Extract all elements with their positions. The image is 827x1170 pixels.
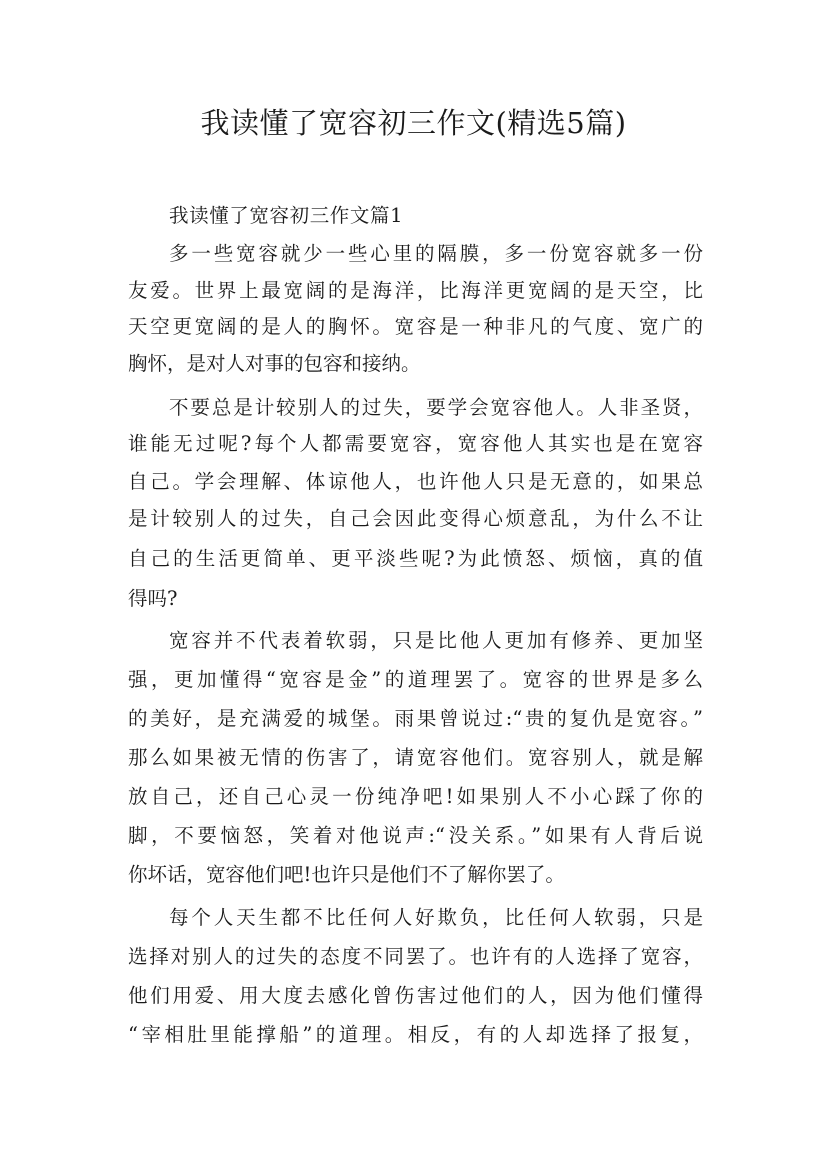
text-line: 得吗? — [128, 587, 178, 610]
text-line: 友爱。世界上最宽阔的是海洋，比海洋更宽阔的是天空，比 — [128, 279, 703, 302]
text-line: 自己。学会理解、体谅他人，也许他人只是无意的，如果总 — [128, 470, 703, 493]
text-line: 选择对别人的过失的态度不同罢了。也许有的人选择了宽容， — [128, 945, 703, 968]
text-line: 每个人天生都不比任何人好欺负，比任何人软弱，只是 — [169, 906, 703, 929]
text-line: 他们用爱、用大度去感化曾伤害过他们的人，因为他们懂得 — [128, 984, 703, 1007]
text-line: 那么如果被无情的伤害了，请宽容他们。宽容别人，就是解 — [128, 746, 703, 769]
text-line: 自己的生活更简单、更平淡些呢?为此愤怒、烦恼，真的值 — [128, 547, 703, 570]
text-line: 是计较别人的过失，自己会因此变得心烦意乱，为什么不让 — [128, 507, 703, 530]
text-line: 强，更加懂得“宽容是金”的道理罢了。宽容的世界是多么 — [128, 668, 703, 691]
document-title: 我读懂了宽容初三作文(精选5篇) — [200, 106, 627, 140]
text-line: “宰相肚里能撑船”的道理。相反，有的人却选择了报复， — [128, 1023, 703, 1046]
text-line: 脚，不要恼怒，笑着对他说声:“没关系。”如果有人背后说 — [128, 824, 703, 847]
text-line: 不要总是计较别人的过失，要学会宽容他人。人非圣贤， — [169, 396, 703, 419]
text-line: 的美好，是充满爱的城堡。雨果曾说过:“贵的复仇是宽容。” — [128, 707, 703, 730]
text-line: 谁能无过呢?每个人都需要宽容，宽容他人其实也是在宽容 — [128, 432, 703, 455]
text-line: 放自己，还自己心灵一份纯净吧!如果别人不小心踩了你的 — [128, 785, 703, 808]
text-line: 你坏话，宽容他们吧!也许只是他们不了解你罢了。 — [128, 863, 565, 886]
section-heading: 我读懂了宽容初三作文篇1 — [169, 204, 404, 227]
text-line: 天空更宽阔的是人的胸怀。宽容是一种非凡的气度、宽广的 — [128, 315, 703, 338]
text-line: 多一些宽容就少一些心里的隔膜，多一份宽容就多一份 — [169, 242, 703, 265]
text-line: 胸怀，是对人对事的包容和接纳。 — [128, 352, 421, 375]
text-line: 宽容并不代表着软弱，只是比他人更加有修养、更加坚 — [169, 629, 703, 652]
